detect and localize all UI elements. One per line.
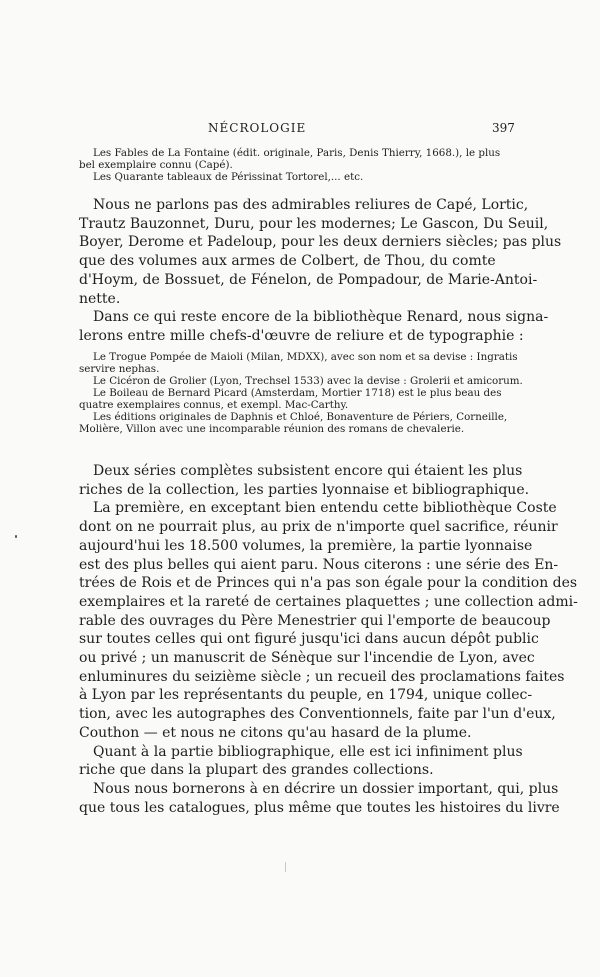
text-line: Deux séries complètes subsistent encore qui étaient les plus xyxy=(93,463,523,479)
note-line: quatre exemplaires connus, et exempl. Mac-Carthy. xyxy=(79,399,349,411)
text-line: aujourd'hui les 18.500 volumes, la première, la partie lyonnaise xyxy=(79,537,533,554)
text-line: lerons entre mille chefs-d'œuvre de reliure et de typographie : xyxy=(79,327,524,344)
text-line: est des plus belles qui aient paru. Nous citerons : une série des En- xyxy=(79,556,559,573)
paragraph-2 xyxy=(79,462,578,817)
page-number: 397 xyxy=(492,121,515,135)
paragraph-1 xyxy=(79,196,562,346)
text-line: Dans ce qui reste encore de la bibliothèque Renard, nous signa- xyxy=(93,309,549,326)
text-line: La première, en exceptant bien entendu cette bibliothèque Coste xyxy=(93,500,557,517)
note-line: Les Fables de La Fontaine (édit. originale, Paris, Denis Thierry, 1668.), le plus xyxy=(93,147,501,159)
text-line: ou privé ; un manuscrit de Sénèque sur l'incendie de Lyon, avec xyxy=(79,650,535,667)
text-line: d'Hoym, de Bossuet, de Fénelon, de Pompadour, de Marie-Antoi- xyxy=(79,271,538,288)
note-line: bel exemplaire connu (Capé). xyxy=(79,159,233,171)
note-line: Le Boileau de Bernard Picard (Amsterdam, Mortier 1718) est le plus beau des xyxy=(93,387,502,399)
text-line: Nous ne parlons pas des admirables reliures de Capé, Lortic, xyxy=(93,197,529,213)
text-line: que tous les catalogues, plus même que toutes les histoires du livre xyxy=(79,799,560,816)
note-line: Le Cicéron de Grolier (Lyon, Trechsel 1533) avec la devise : Grolerii et amicorum. xyxy=(93,375,523,387)
ink-speck xyxy=(15,535,17,538)
text-line: riche que dans la plupart des grandes collections. xyxy=(79,762,434,779)
text-line: rable des ouvrages du Père Menestrier qui l'emporte de beaucoup xyxy=(79,612,551,629)
text-line: enluminures du seizième siècle ; un recueil des proclamations faites xyxy=(79,668,565,685)
note-line: Molière, Villon avec une incomparable réunion des romans de chevalerie. xyxy=(79,423,465,435)
text-line: Couthon — et nous ne citons qu'au hasard de la plume. xyxy=(79,724,472,741)
running-header xyxy=(0,121,600,141)
text-line: tion, avec les autographes des Conventionnels, faite par l'un d'eux, xyxy=(79,706,556,723)
notes-top xyxy=(79,147,525,183)
text-line: exemplaires et la rareté de certaines plaquettes ; une collection admi- xyxy=(79,593,578,610)
text-line: Boyer, Derome et Padeloup, pour les deux derniers siècles; pas plus xyxy=(79,234,562,251)
section-title: NÉCROLOGIE xyxy=(208,121,307,135)
text-line: à Lyon par les représentants du peuple, en 1794, unique collec- xyxy=(79,687,533,704)
note-line: Les Quarante tableaux de Périssinat Tortorel,... etc. xyxy=(93,171,364,183)
text-line: nette. xyxy=(79,290,121,307)
text-line: trées de Rois et de Princes qui n'a pas son égale pour la condition des xyxy=(79,575,578,592)
text-line: Quant à la partie bibliographique, elle est ici infiniment plus xyxy=(93,743,523,760)
text-line: que des volumes aux armes de Colbert, de Thou, du comte xyxy=(79,253,496,270)
text-line: sur toutes celles qui ont figuré jusqu'ici dans aucun dépôt public xyxy=(79,631,539,648)
text-line: riches de la collection, les parties lyonnaise et bibliographique. xyxy=(79,481,530,498)
text-line: Trautz Bauzonnet, Duru, pour les modernes; Le Gascon, Du Seuil, xyxy=(79,215,549,232)
notes-middle xyxy=(79,351,525,435)
paper-mark xyxy=(285,862,286,872)
text-line: dont on ne pourrait plus, au prix de n'importe quel sacrifice, réunir xyxy=(79,519,558,536)
note-line: Le Trogue Pompée de Maioli (Milan, MDXX), avec son nom et sa devise : Ingratis xyxy=(93,351,518,363)
text-line: Nous nous bornerons à en décrire un dossier important, qui, plus xyxy=(93,780,559,797)
note-line: Les éditions originales de Daphnis et Chloé, Bonaventure de Périers, Corneille, xyxy=(93,411,508,423)
note-line: servire nephas. xyxy=(79,363,160,375)
